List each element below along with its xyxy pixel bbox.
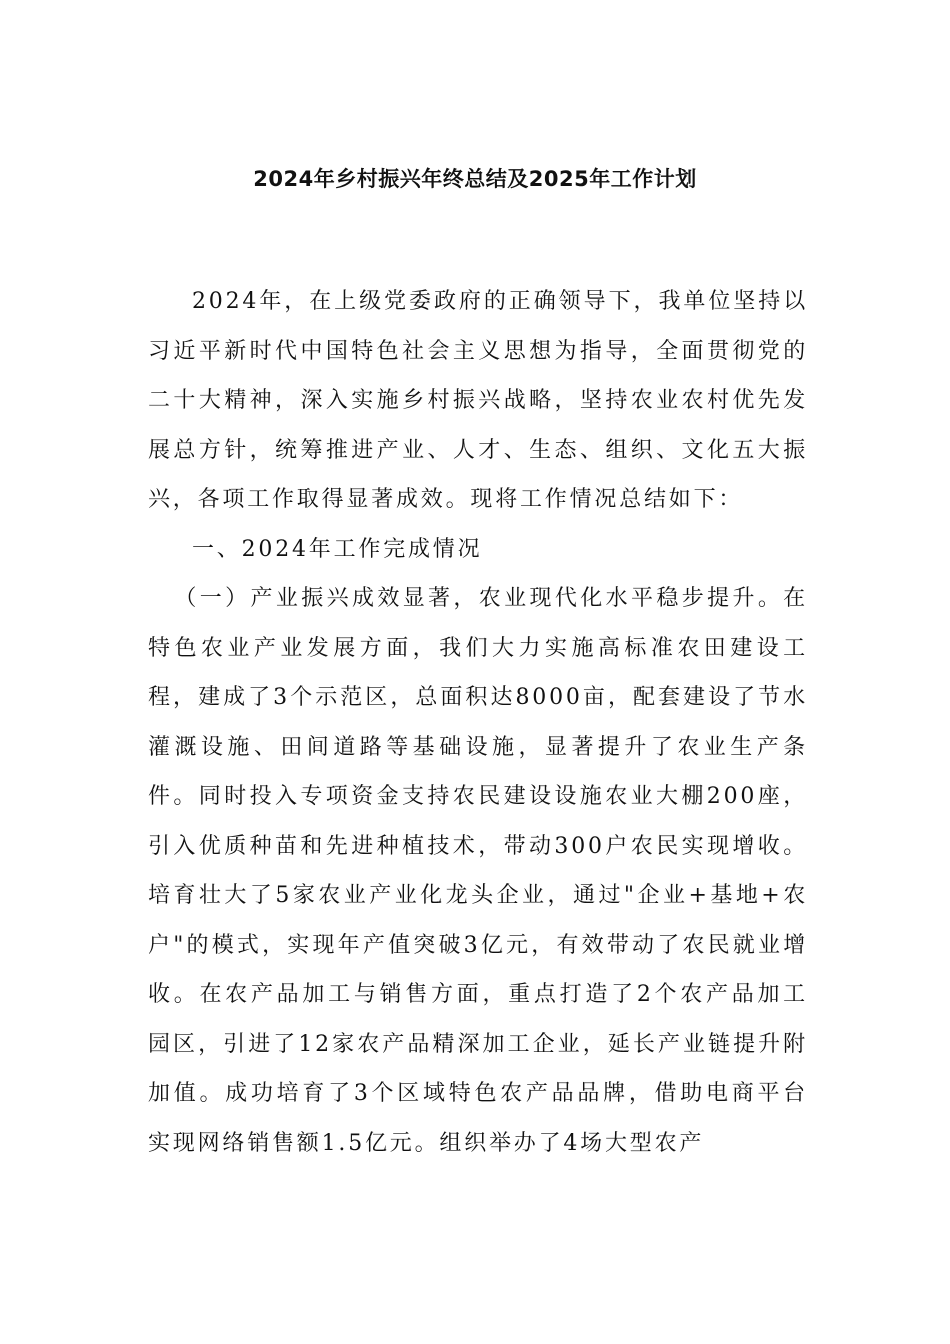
intro-paragraph: 2024年，在上级党委政府的正确领导下，我单位坚持以习近平新时代中国特色社会主义思想为指导，全面贯彻党的二十大精神，深入实施乡村振兴战略，坚持农业农村优先发展总方针，统筹推进产业、人才、生态、组织、文化五大振兴，各项工作取得显著成效。现将工作情况总结如下： <box>148 289 808 512</box>
section-heading: 一、2024年工作完成情况 <box>192 536 483 562</box>
subsection-paragraph: （一）产业振兴成效显著，农业现代化水平稳步提升。在特色农业产业发展方面，我们大力实施高标准农田建设工程，建成了3个示范区，总面积达8000亩，配套建设了节水灌溉设施、田间道路等基础设施，显著提升了农业生产条件。同时投入专项资金支持农民建设设施农业大棚200座，引入优质种苗和先进种植技术，带动300户农民实现增收。培育壮大了5家农业产业化龙头企业，通过"企业+基地+农户"的模式，实现年产值突破3亿元，有效带动了农民就业增收。在农产品加工与销售方面，重点打造了2个农产品加工园区，引进了12家农产品精深加工企业，延长产业链提升附加值。成功培育了3个区域特色农产品品牌，借助电商平台实现网络销售额1.5亿元。组织举办了4场大型农产 <box>148 586 808 1156</box>
document-body <box>148 277 808 1168</box>
document-title: 2024年乡村振兴年终总结及2025年工作计划 <box>253 167 697 191</box>
